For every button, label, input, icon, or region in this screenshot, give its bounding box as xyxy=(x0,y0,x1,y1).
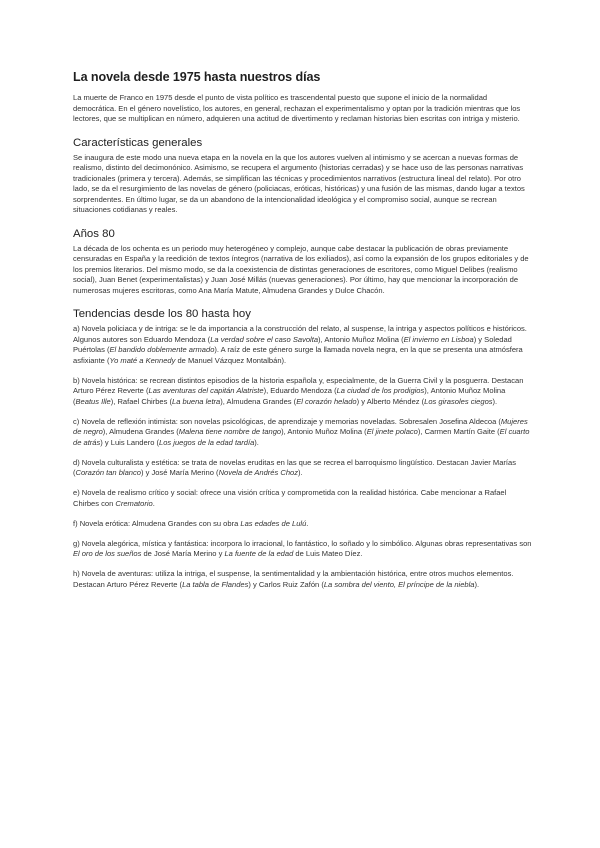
item-text: c) Novela de reflexión intimista: son novelas psicológicas, de aprendizaje y memorias noveladas. Sobresalen Josefina Aldecoa ( xyxy=(73,416,501,426)
work-title: Mujeres de negro xyxy=(73,416,528,436)
intro-paragraph: La muerte de Franco en 1975 desde el punto de vista político es trascendental puesto que supone el inicio de la normalidad democrática. En el género novelístico, los autores, en general, rechazan el experimentalismo y optan por la tradición mientras que los lectores, que se multiplican en número, adquieren una actitud de divertimento y reclaman historias bien escritas con intriga y misterio. xyxy=(73,93,521,123)
item-text: ). xyxy=(492,396,498,406)
section-heading-tendencias: Tendencias desde los 80 hasta hoy xyxy=(73,308,251,320)
item-text: ). xyxy=(298,468,303,477)
item-text: ) y Luis Landero ( xyxy=(100,437,160,447)
item-text: f) Novela erótica: Almudena Grandes con su obra xyxy=(73,518,241,528)
work-title: La buena letra xyxy=(172,396,221,406)
item-text: ), Almudena Grandes ( xyxy=(102,427,179,436)
item-text: ) y José María Merino ( xyxy=(140,468,219,477)
work-title: Beatus Ille xyxy=(75,396,111,406)
section-heading-caracteristicas: Características generales xyxy=(73,136,203,149)
work-title: El jinete polaco xyxy=(366,427,418,436)
work-title: Yo maté a Kennedy xyxy=(109,355,176,365)
tendencia-item xyxy=(73,519,532,530)
work-title: Las aventuras del capitán Alatriste xyxy=(148,386,264,395)
tendencia-item xyxy=(73,488,532,509)
item-text: ) y Carlos Ruiz Zafón ( xyxy=(248,579,324,589)
work-title: Crematorio xyxy=(115,498,153,508)
work-title: La verdad sobre el caso Savolta xyxy=(210,334,319,344)
item-text: ), Carmen Martín Gaite ( xyxy=(417,427,500,436)
work-title: Malena tiene nombre de tango xyxy=(178,427,282,436)
tendencia-item xyxy=(73,324,532,366)
item-text: ), Antonio Muñoz Molina ( xyxy=(281,427,367,436)
work-title: Corazón tan blanco xyxy=(75,468,141,477)
section-text-caracteristicas: Se inaugura de este modo una nueva etapa en la novela en la que los autores vuelven al intimismo y se acercan a nuevas formas de realismo, distinto del decimonónico. Asimismo, se recupera el argumento (historias cerradas) y se hace uso de las personas narrativas tradicionales (primera y tercera). Además, se simplifican las técnicas y procedimientos narrativos (estructura lineal del relato). Por otro lado, se da el resurgimiento de las novelas de género (policiacas, eróticas, históricas) y una fusión de las mismas, dando lugar a textos sorprendentes. En último lugar, se da un abandono de la intencionalidad ideológica y el compromiso social, aunque se recrean situaciones cotidianas y reales. xyxy=(73,152,525,214)
tendencia-item xyxy=(73,569,532,590)
item-text: ), Antonio Muñoz Molina ( xyxy=(73,386,506,406)
item-text: ) y Soledad Puértolas ( xyxy=(73,334,512,354)
item-text: ). xyxy=(254,437,259,447)
item-text: . xyxy=(152,498,155,508)
item-text: d) Novela culturalista y estética: se trata de novelas eruditas en las que se recrea el barroquismo lingüístico. Destacan Javier Marías ( xyxy=(73,457,516,477)
item-text: a) Novela policiaca y de intriga: se le da importancia a la construcción del relato, al suspense, la intriga y aspectos políticos e históricos. Algunos autores son Eduardo Mendoza ( xyxy=(73,324,527,344)
work-title: El oro de los sueños xyxy=(73,549,142,558)
item-text: ), Almudena Grandes ( xyxy=(220,396,297,406)
section-text-anos-80: La década de los ochenta es un periodo muy heterogéneo y complejo, aunque cabe destacar la publicación de obras previamente censuradas en España y la reedición de textos íntegros (narrativa de los exiliados), así como la expansión de los grupos editoriales y de los premios literarios. Del mismo modo, se da la coexistencia de distintas generaciones de escritores, como Miguel Delibes (realismo social), Juan Benet (experimentalistas) y Juan José Millás (nuevas generaciones). Por último, hay que mencionar la incorporación de numerosas mujeres escritoras, como Ana María Matute, Almudena Grandes y Dulce Chacón. xyxy=(73,243,529,295)
work-title: La tabla de Flandes xyxy=(182,579,249,589)
tendencia-item xyxy=(73,539,532,560)
work-title: Las edades de Lulú xyxy=(240,518,307,528)
item-text: ). xyxy=(474,579,480,589)
item-text: de José María Merino y xyxy=(141,549,225,558)
item-text: e) Novela de realismo crítico y social: ofrece una visión crítica y comprometida con la realidad histórica. Cabe mencionar a Rafael Chirbes con xyxy=(73,488,507,508)
work-title: La sombra del viento, El príncipe de la niebla xyxy=(323,579,475,589)
item-text: . xyxy=(306,518,309,528)
item-text: ), Eduardo Mendoza ( xyxy=(263,386,337,395)
item-text: g) Novela alegórica, mística y fantástica: incorpora lo irracional, lo fantástico, lo soñado y lo simbólico. Algunas obras representativas son xyxy=(73,538,532,548)
item-text: h) Novela de aventuras: utiliza la intriga, el suspense, la sentimentalidad y la ambientación histórica, entre otros muchos elementos. Destacan Arturo Pérez Reverte ( xyxy=(73,569,514,589)
item-text: ), Rafael Chirbes ( xyxy=(110,396,172,406)
tendencia-item xyxy=(73,417,532,449)
item-text: de Manuel Vázquez Montalbán). xyxy=(175,355,287,365)
work-title: La ciudad de los prodigios xyxy=(336,386,425,395)
work-title: El invierno en Lisboa xyxy=(403,334,474,344)
work-title: Novela de Andrés Choz xyxy=(218,468,298,477)
document-title: La novela desde 1975 hasta nuestros días xyxy=(73,70,321,84)
item-text: de Luis Mateo Díez. xyxy=(293,549,363,558)
work-title: Los girasoles ciegos xyxy=(424,396,493,406)
item-text: ). A raíz de este género surge la llamada novela negra, en la que se presenta una atmósfera asfixiante ( xyxy=(73,345,523,365)
section-heading-anos-80: Años 80 xyxy=(73,227,115,240)
item-text: ) y Alberto Méndez ( xyxy=(356,396,425,406)
tendencia-item xyxy=(73,458,532,479)
item-text: b) Novela histórica: se recrean distintos episodios de la historia española y, especialmente, de la Guerra Civil y la posguerra. Destacan Arturo Pérez Reverte ( xyxy=(73,375,524,395)
work-title: El corazón helado xyxy=(296,396,357,406)
work-title: El cuarto de atrás xyxy=(73,427,530,447)
tendencias-list xyxy=(73,324,532,590)
work-title: Los juegos de la edad tardía xyxy=(159,437,255,447)
work-title: El bandido doblemente armado xyxy=(109,345,215,354)
work-title: La fuente de la edad xyxy=(224,549,294,558)
tendencia-item xyxy=(73,376,532,408)
item-text: ), Antonio Muñoz Molina ( xyxy=(318,334,404,344)
